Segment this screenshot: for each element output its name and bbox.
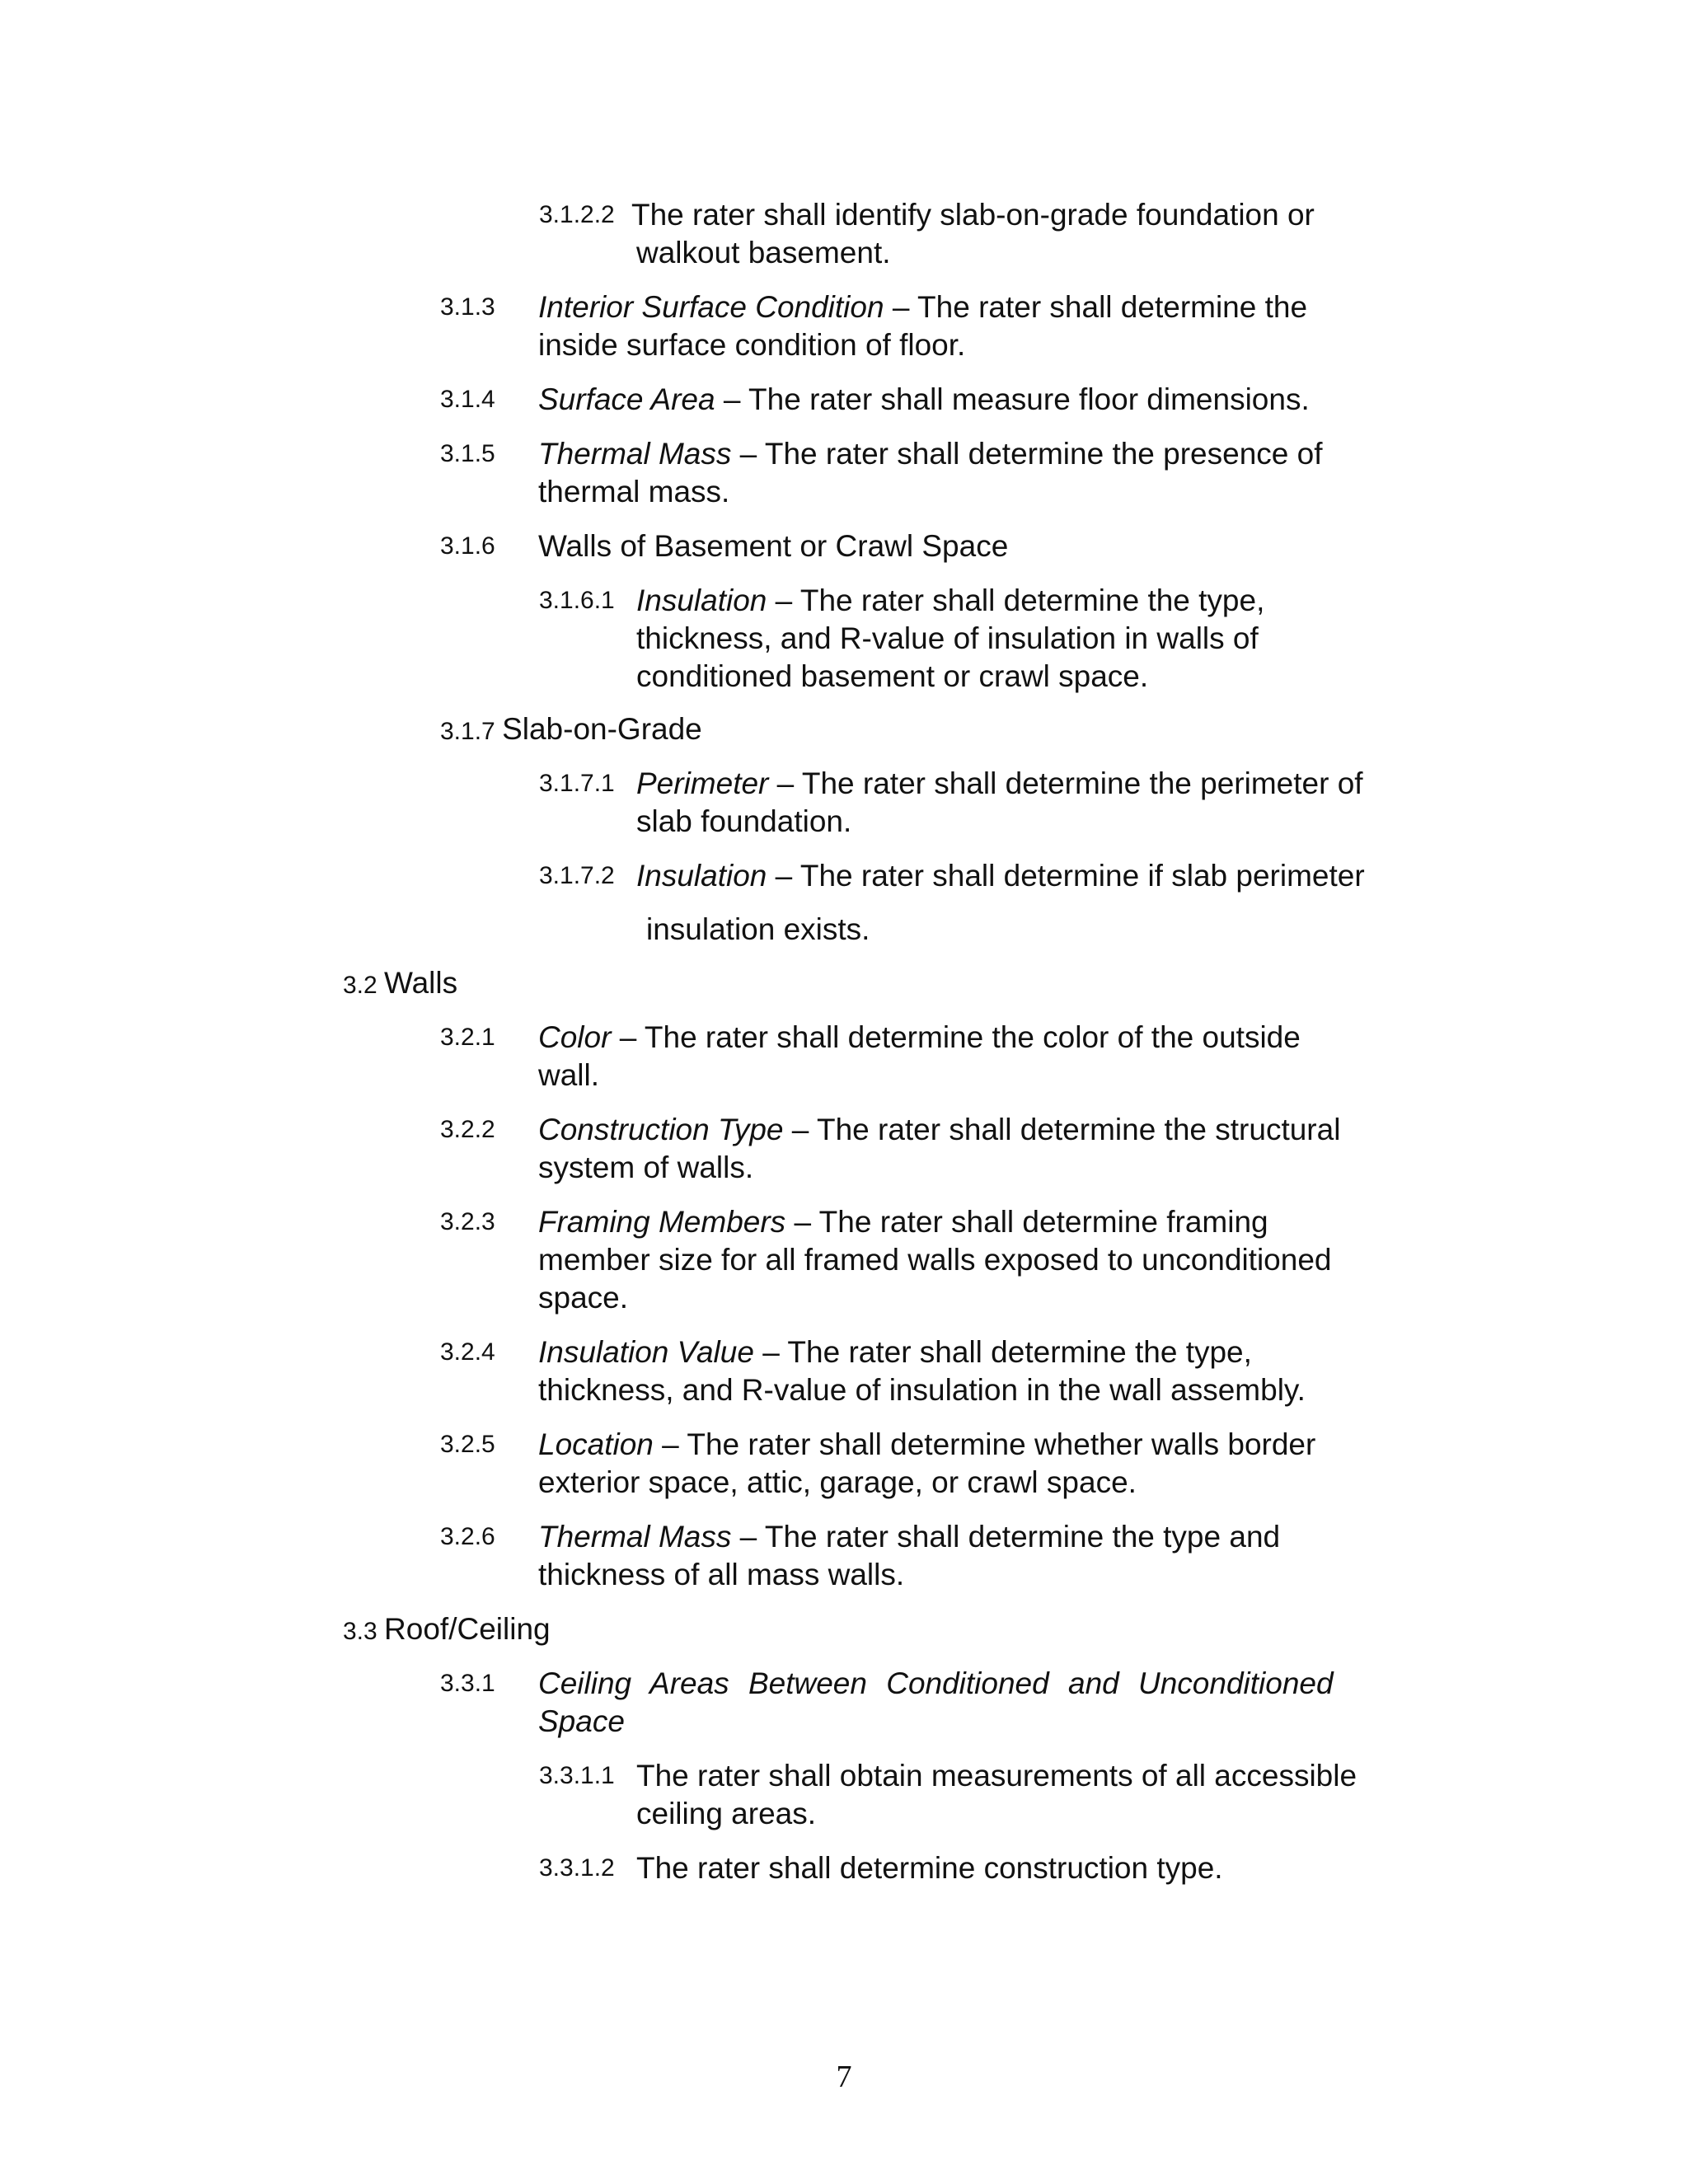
section-number: 3.2.6	[440, 1523, 495, 1550]
section-3-2	[343, 964, 457, 1005]
text-line	[538, 1518, 1280, 1556]
text-line	[538, 1203, 1332, 1241]
section-text	[636, 1849, 1223, 1887]
section-body: – The rater shall determine the perimeter of	[768, 766, 1363, 800]
section-term: Insulation	[636, 583, 767, 617]
section-number: 3.1.5	[440, 440, 495, 467]
text-line: member size for all framed walls exposed to unconditioned	[538, 1243, 1332, 1277]
text-line: The rater shall identify slab-on-grade foundation or	[631, 198, 1315, 232]
text-line: thickness, and R-value of insulation in the wall assembly.	[538, 1373, 1306, 1407]
section-text	[538, 1019, 1301, 1094]
section-text	[538, 1426, 1315, 1502]
section-text	[636, 857, 1365, 949]
section-text	[538, 1518, 1280, 1594]
text-line	[538, 1019, 1301, 1057]
text-line: thickness, and R-value of insulation in walls of	[636, 621, 1259, 655]
section-number: 3.2.1	[440, 1024, 495, 1051]
section-number: 3.2.4	[440, 1338, 495, 1366]
section-body: – The rater shall determine whether walls border	[653, 1427, 1316, 1461]
section-text	[636, 765, 1363, 841]
section-term: Color	[538, 1020, 612, 1054]
text-line: wall.	[538, 1058, 600, 1092]
section-body: – The rater shall determine the presence of	[731, 437, 1323, 471]
section-title: Slab-on-Grade	[502, 712, 702, 746]
text-line: thickness of all mass walls.	[538, 1558, 905, 1591]
section-number: 3.1.4	[440, 386, 495, 413]
section-text	[538, 288, 1307, 364]
text-line: The rater shall obtain measurements of all accessible	[636, 1759, 1357, 1793]
section-body: – The rater shall determine the structural	[783, 1113, 1341, 1146]
text-line: inside surface condition of floor.	[538, 328, 966, 362]
text-line: insulation exists.	[646, 912, 870, 946]
section-term: Location	[538, 1427, 654, 1461]
section-number: 3.1.2.2	[539, 201, 615, 228]
text-line: space.	[538, 1281, 629, 1315]
text-line	[636, 765, 1363, 803]
section-term: Surface Area	[538, 382, 715, 416]
section-text	[636, 582, 1264, 696]
section-text	[538, 1665, 1334, 1741]
text-line: thermal mass.	[538, 475, 730, 509]
text-line: The rater shall determine construction type.	[636, 1851, 1223, 1885]
section-text	[538, 1203, 1332, 1317]
text-line: Walls of Basement or Crawl Space	[538, 529, 1009, 563]
section-text	[636, 1757, 1357, 1833]
text-line: conditioned basement or crawl space.	[636, 659, 1149, 693]
section-term: Perimeter	[636, 766, 769, 800]
text-line	[636, 582, 1264, 620]
page-number: 7	[836, 2060, 852, 2094]
section-number: 3.1.6	[440, 532, 495, 560]
section-number: 3.2.5	[440, 1431, 495, 1458]
text-line: walkout basement.	[636, 236, 891, 269]
section-body: – The rater shall measure floor dimensions.	[715, 382, 1310, 416]
section-number: 3.2.3	[440, 1208, 495, 1235]
text-line: system of walls.	[538, 1151, 754, 1184]
section-number: 3.1.7.2	[539, 862, 615, 889]
section-text	[538, 435, 1323, 511]
section-number: 3.1.3	[440, 293, 495, 321]
section-body: – The rater shall determine the color of the outside	[611, 1020, 1301, 1054]
section-body: – The rater shall determine the type,	[753, 1335, 1252, 1369]
section-number: 3.3.1.1	[539, 1762, 615, 1789]
section-number: 3.3.1	[440, 1670, 495, 1697]
text-line: exterior space, attic, garage, or crawl space.	[538, 1465, 1137, 1499]
section-term: Insulation	[636, 859, 767, 893]
section-body: – The rater shall determine the	[884, 290, 1308, 324]
section-text	[538, 381, 1310, 419]
text-line	[538, 1426, 1315, 1464]
section-body: – The rater shall determine if slab perimeter	[767, 859, 1365, 893]
section-text	[538, 527, 1008, 565]
text-line	[538, 435, 1323, 473]
text-line	[538, 381, 1310, 419]
section-body: – The rater shall determine the type,	[767, 583, 1265, 617]
section-number: 3.1.7.1	[539, 770, 615, 797]
section-number: 3.1.6.1	[539, 587, 615, 614]
section-term: Thermal Mass	[538, 1520, 732, 1554]
section-text	[538, 1111, 1340, 1187]
section-body: – The rater shall determine framing	[785, 1205, 1268, 1239]
section-term: Ceiling Areas Between Conditioned and Unconditioned	[538, 1666, 1334, 1700]
section-3-3	[343, 1610, 551, 1651]
section-body: – The rater shall determine the type and	[731, 1520, 1281, 1554]
section-text	[538, 1333, 1306, 1409]
section-text	[631, 196, 1315, 272]
section-term-continued: Space	[538, 1704, 625, 1738]
text-line	[636, 857, 1365, 895]
text-line: slab foundation.	[636, 804, 852, 838]
section-number: 3.1.7	[440, 718, 503, 745]
section-number: 3.3	[343, 1618, 385, 1645]
section-title: Walls	[384, 966, 458, 1000]
text-line	[538, 288, 1307, 326]
section-term: Thermal Mass	[538, 437, 732, 471]
section-term: Framing Members	[538, 1205, 786, 1239]
text-line	[538, 1111, 1340, 1149]
section-term: Insulation Value	[538, 1335, 754, 1369]
section-number: 3.2.2	[440, 1116, 495, 1143]
text-line: ceiling areas.	[636, 1797, 817, 1830]
section-term: Interior Surface Condition	[538, 290, 884, 324]
section-3-1-7	[440, 710, 702, 751]
section-number: 3.3.1.2	[539, 1854, 615, 1882]
section-title: Roof/Ceiling	[384, 1612, 551, 1646]
text-line	[538, 1333, 1306, 1371]
section-term: Construction Type	[538, 1113, 784, 1146]
section-number: 3.2	[343, 972, 385, 999]
